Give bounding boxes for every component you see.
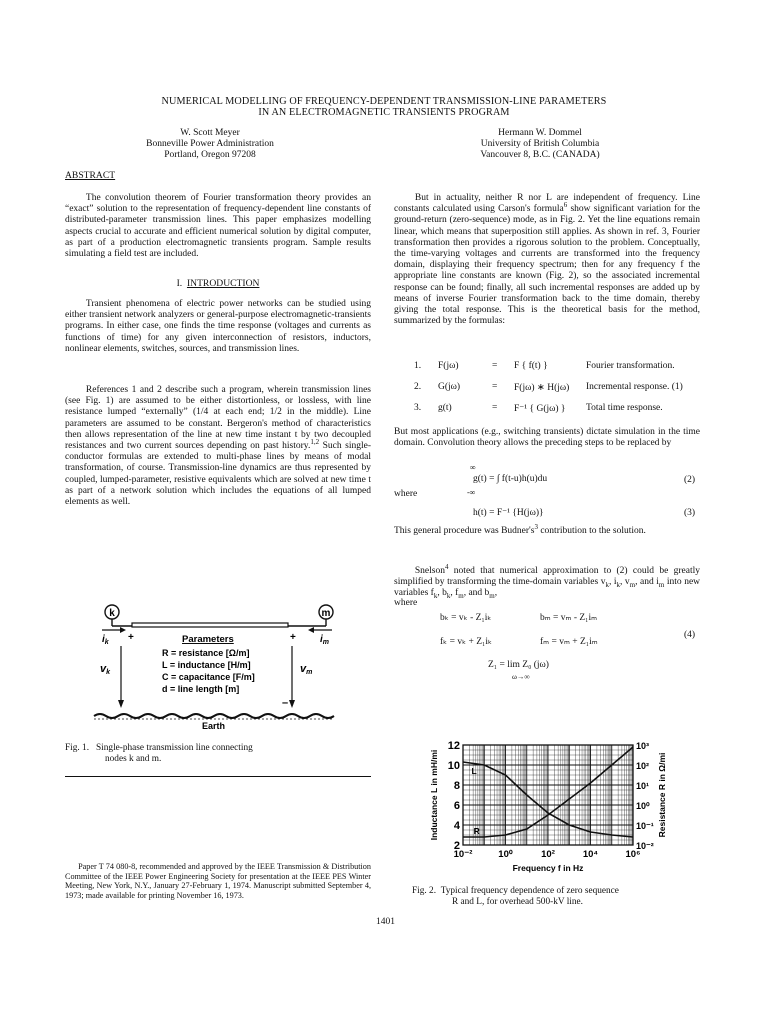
intro-heading-text: INTRODUCTION	[186, 278, 260, 289]
intro-heading	[65, 278, 371, 289]
y2-tick-label: 10¹	[636, 781, 650, 791]
right-paragraph-3	[394, 522, 700, 537]
p4-a: Snelson	[414, 566, 445, 576]
formula-desc: Fourier transformation.	[586, 361, 675, 371]
equation-2: g(t) = ∫ f(t-u)h(u)du	[473, 474, 548, 484]
p4-k: k	[433, 592, 438, 601]
y-tick-label: 4	[453, 820, 460, 832]
earth-label: Earth	[202, 721, 226, 731]
y2-tick-label: 10⁻¹	[636, 821, 654, 831]
citation-1-2: 1,2	[310, 437, 320, 446]
formula-desc: Total time response.	[586, 403, 663, 413]
x-tick-label: 10⁻²	[453, 849, 473, 860]
formula-lhs: g(t)	[438, 403, 452, 413]
eq4-z1: Z₁ = lim Z₀ (jω)	[488, 660, 549, 670]
figure-2-caption-label: Fig. 2.	[412, 886, 437, 896]
page-number: 1401	[376, 917, 395, 927]
formula-row: 1. F(jω) = F { f(t) } Fourier transformation.	[414, 361, 675, 371]
formula-row: 2. G(jω) = F(jω) ∗ H(jω) Incremental response. (1)	[414, 382, 683, 393]
parameters-title: Parameters	[182, 634, 234, 645]
voltage-m-label: vm	[300, 663, 313, 676]
author-block-1	[110, 128, 310, 161]
eq4-fm: fₘ = vₘ + Z₁iₘ	[540, 637, 598, 647]
figure-1-caption-label: Fig. 1.	[65, 743, 90, 753]
figure-2-chart	[425, 733, 675, 881]
p4-q: m	[489, 592, 495, 601]
y2-tick-label: 10²	[636, 761, 650, 771]
equation-2-number: (2)	[684, 475, 696, 485]
figure-2-caption	[412, 886, 712, 908]
eq4-bm: bₘ = vₘ - Z₁iₘ	[540, 613, 598, 623]
x-tick-label: 10²	[541, 849, 555, 860]
footnote: Paper T 74 080-8, recommended and approved by the IEEE Transmission & Distribution Committee of the IEEE Power Engineering Society for presentation at the IEEE PES Winter Meeting, New York, N.Y., January 27-February 1, 1974. Manuscript submitted September 4, 1973; made available for printing November 16, 1973.	[65, 862, 371, 900]
intro-paragraph-1: Transient phenomena of electric power networks can be studied using either transient network analyzers or general-purpose electromagnetic-transients programs. In either case, one finds the time response (voltages and currents as functions of time) for any given interconnection of resistors, inductors, nonlinear elements, switches, sources, and transmission lines.	[65, 299, 371, 354]
intro-paragraph-2-a: References 1 and 2 describe such a program, wherein transmission lines (see Fig. 1) are assumed to be either distortionless, or lossless, with line resistance lumped “externally” (1/4 at each end; 1/2 in the middle). Line parameters are assumed to be constant. Bergeron's method of characteristics then allows representation of the line at new time instant t by two decoupled resistances and two current sources depending on past history.	[65, 385, 371, 452]
figure-1-diagram	[90, 600, 350, 735]
param-length: d = line length [m]	[162, 684, 240, 694]
p4-n: , f	[450, 588, 459, 599]
formula-lhs: F(jω)	[438, 361, 459, 371]
p4-d: , i	[608, 577, 617, 588]
x-axis-label: Frequency f in Hz	[512, 863, 584, 873]
title-line-2: IN AN ELECTROMAGNETIC TRANSIENTS PROGRAM	[258, 107, 510, 118]
author-place: Portland, Oregon 97208	[164, 150, 256, 160]
right-paragraph-3-a: This general procedure was Budner's	[394, 526, 535, 536]
right-paragraph-2: But most applications (e.g., switching transients) dictate simulation in the time domain. Convolution theory allows the preceding steps to be replaced by	[394, 427, 700, 449]
citation-3: 3	[534, 522, 538, 531]
voltage-k-label: vk	[100, 663, 111, 676]
y-tick-label: 10	[447, 760, 460, 772]
intro-paragraph-2	[65, 385, 371, 508]
formula-number: 3.	[414, 403, 422, 413]
series-r-label: R	[473, 826, 480, 836]
formula-rhs: F(jω) ∗ H(jω)	[514, 383, 570, 393]
citation-6: 6	[563, 201, 568, 210]
p4-i: m	[658, 581, 665, 590]
equation-4-number: (4)	[684, 630, 696, 640]
series-l-label: L	[471, 766, 477, 776]
where-label: where	[394, 489, 418, 499]
abstract-text: The convolution theorem of Fourier transformation theory provides an “exact” solution to the representation of frequency-dependent line constants of distributed-parameter transmission lines. This paper emphasizes modelling aspects crucial to accurate and efficient numerical solution by digital computer, as part of a production electromagnetic transients program. Sample results simulating a field test are included.	[65, 193, 371, 260]
intro-paragraph-2-b: Such single-conductor formulas are extended to multi-phase lines by means of modal transformation, of course. Transmission-line dynamics are thus represented by coupled, lumped-parameter, resistive equivalents which are solved at new time t as part of a network solution which includes the equations of all lumped elements as well.	[65, 441, 372, 508]
y2-tick-label: 10⁰	[636, 801, 650, 811]
equation-3: h(t) = F⁻¹ {H(jω)}	[473, 508, 544, 518]
current-k-label: $i_k$	[102, 634, 109, 646]
p4-o: m	[458, 592, 464, 601]
author-block-2	[440, 128, 640, 161]
node-k-label: k	[109, 608, 115, 619]
p4-p: , and b	[463, 588, 490, 599]
p4-e: k	[616, 581, 620, 590]
y-tick-label: 12	[447, 740, 460, 752]
param-capacitance: C = capacitance [F/m]	[162, 672, 255, 682]
eq4-fk: fₖ = vₖ + Z₁iₖ	[440, 637, 493, 647]
author-place: Vancouver 8, B.C. (CANADA)	[480, 150, 600, 160]
citation-4: 4	[444, 562, 449, 571]
y-tick-label: 6	[453, 800, 460, 812]
formula-desc: Incremental response. (1)	[586, 382, 683, 392]
p4-r: ,	[494, 588, 498, 599]
current-m-label: $i_m$	[320, 634, 330, 646]
formula-number: 1.	[414, 361, 422, 371]
right-paragraph-3-b: contribution to the solution.	[537, 526, 646, 536]
title-line-1: NUMERICAL MODELLING OF FREQUENCY-DEPENDENT TRANSMISSION-LINE PARAMETERS	[161, 96, 607, 107]
figure-1-caption	[65, 743, 365, 765]
figure-2-caption-line-1: Typical frequency dependence of zero sequence	[440, 886, 619, 896]
where-label-2: where	[394, 598, 418, 608]
y2-tick-label: 10³	[636, 741, 650, 751]
equation-3-number: (3)	[684, 508, 696, 518]
right-paragraph-1-b: show significant variation for the ground-return (zero-sequence) mode, as in Fig. 2. Yet the line equations remain linear, which means that superposition still applies. As shown in ref. 3, Fourier transformation then provides a rigorous solution to the problem. Conceptually, the time-varying voltages and currents are transformed into the frequency domain, displaying their frequency spectrum; then for any frequency f the appropriate line constants are known (Fig. 2), so the associated incremental response can be found; finally, all such incremental responses are added up by means of inverse Fourier transformation back to the time domain, thereby giving the total response. This is the theoretical basis for the method, summarized by the formulas:	[394, 204, 700, 327]
author-name: Hermann W. Dommel	[498, 128, 582, 138]
p4-m: k	[446, 592, 451, 601]
y-axis-label: Inductance L in mH/mi	[429, 749, 439, 841]
x-tick-label: 10⁰	[498, 849, 513, 860]
param-inductance: L = inductance [H/m]	[162, 660, 251, 670]
y2-tick-label: 10⁻²	[636, 841, 654, 851]
p4-c: k	[605, 581, 609, 590]
author-org: University of British Columbia	[480, 139, 600, 149]
p4-h: , and i	[635, 577, 659, 588]
x-tick-label: 10⁴	[582, 849, 599, 860]
p4-f: , v	[620, 577, 630, 588]
p4-g: m	[629, 581, 636, 590]
node-m-label: m	[321, 608, 331, 619]
right-paragraph-1-a: But in actuality, neither R nor L are independent of frequency. Line constants calculated using Carson's formula	[394, 193, 700, 215]
intro-heading-number: I.	[176, 278, 183, 289]
eq4-bk: bₖ = vₖ - Z₁iₖ	[440, 613, 492, 623]
p4-b: noted that numerical approximation to (2) could be greatly simplified by transforming the time-domain variables v	[394, 566, 700, 588]
right-paragraph-4	[394, 562, 701, 601]
figure-1-caption-line-1: Single-phase transmission line connecting	[96, 743, 253, 753]
formula-rhs: F⁻¹ { G(jω) }	[514, 404, 566, 414]
paper-title	[0, 96, 768, 118]
y-tick-label: 2	[453, 840, 460, 852]
formula-number: 2.	[414, 382, 422, 392]
line-conductor	[132, 623, 288, 627]
param-resistance: R = resistance [Ω/m]	[162, 648, 250, 658]
y-tick-label: 8	[453, 780, 460, 792]
formula-rhs: F { f(t) }	[514, 361, 548, 371]
y2-axis-label: Resistance R in Ω/mi	[657, 752, 667, 838]
formula-lhs: G(jω)	[438, 382, 461, 392]
plus-m: +	[290, 632, 296, 643]
right-paragraph-1	[394, 193, 700, 327]
abstract-heading: ABSTRACT	[65, 170, 116, 181]
earth-hatching	[94, 714, 334, 719]
eq2-lower-limit: -∞	[467, 488, 476, 497]
author-name: W. Scott Meyer	[180, 128, 240, 138]
formula-row: 3. g(t) = F⁻¹ { G(jω) } Total time response.	[414, 403, 663, 414]
plus-k: +	[128, 632, 134, 643]
x-tick-label: 10⁶	[625, 849, 641, 860]
author-org: Bonneville Power Administration	[146, 139, 274, 149]
eq2-upper-limit: ∞	[470, 463, 476, 472]
minus-m: –	[282, 697, 289, 709]
eq4-z1-limit: ω→∞	[512, 672, 530, 681]
formula-list-1	[414, 361, 714, 424]
footnote-rule	[65, 776, 371, 777]
p4-j: into new variables f	[394, 577, 701, 599]
figure-1-caption-line-2: nodes k and m.	[105, 754, 162, 764]
figure-2-caption-line-2: R and L, for overhead 500-kV line.	[452, 897, 583, 907]
p4-l: , b	[437, 588, 447, 599]
